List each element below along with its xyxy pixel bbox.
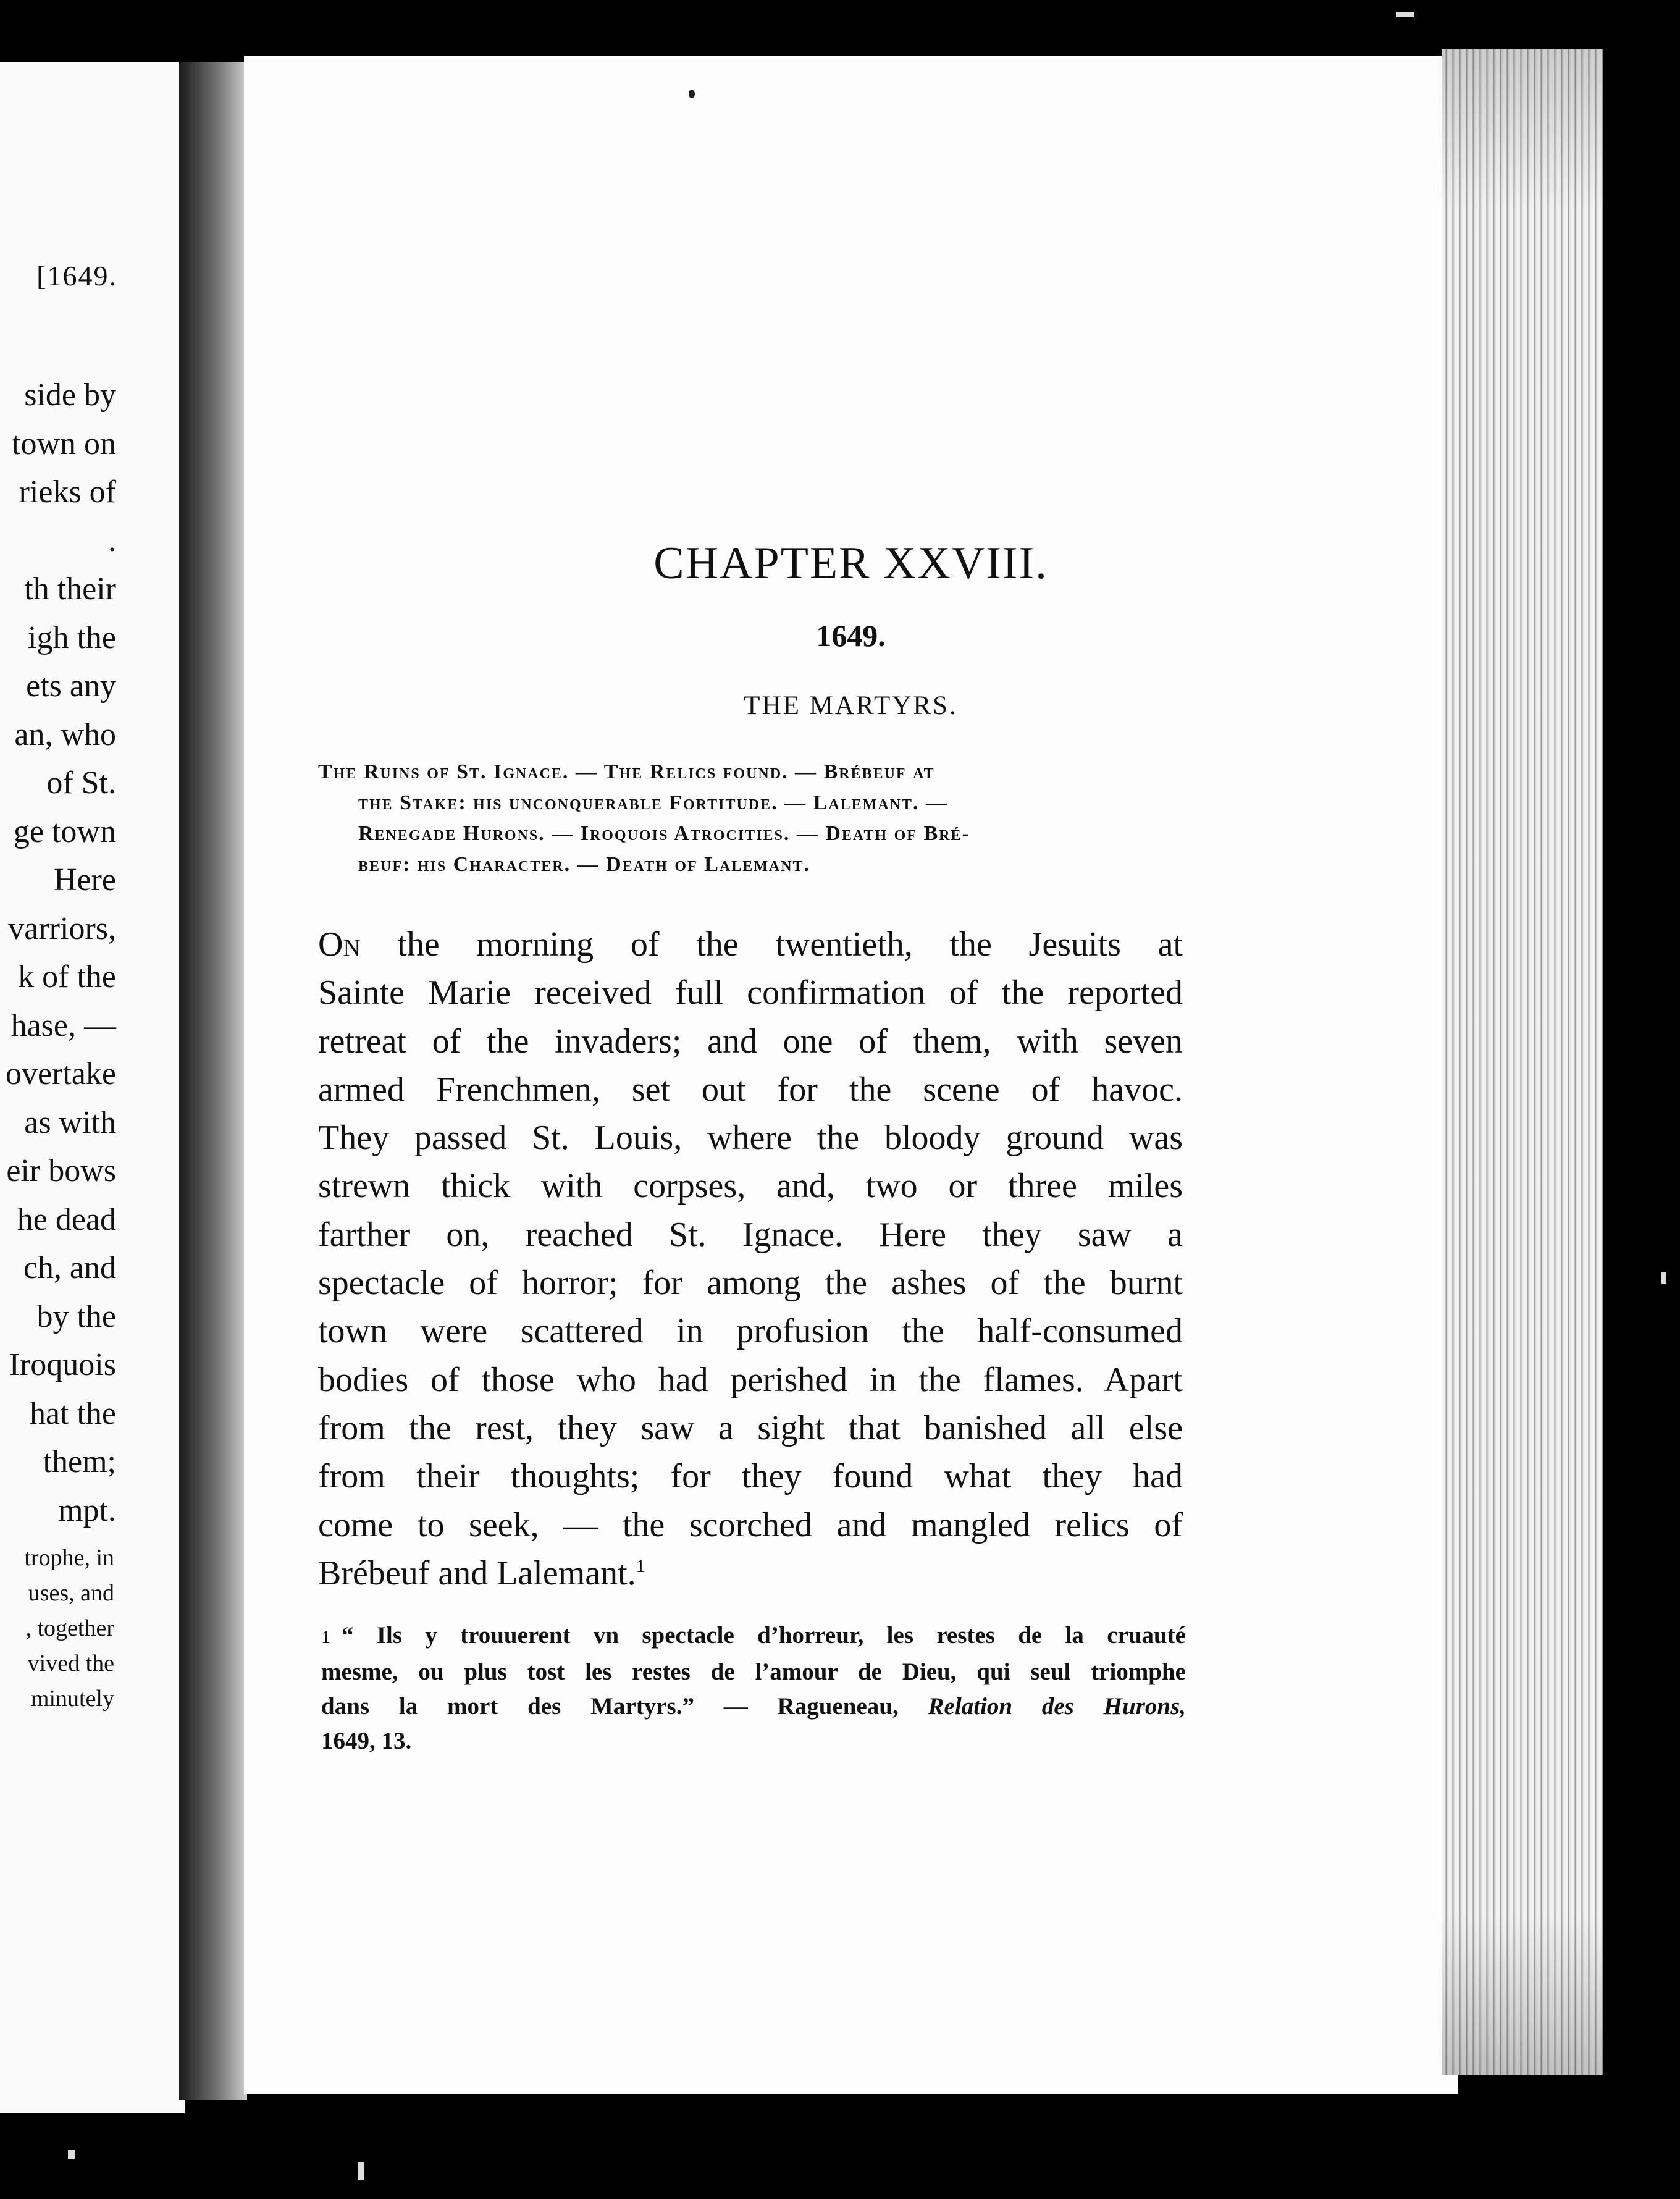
scan-speck <box>68 2150 75 2159</box>
left-line: as with <box>24 1104 116 1140</box>
opening-word: On <box>318 925 361 964</box>
left-page <box>0 62 185 2113</box>
body-line: retreat of the invaders; and one of them, with seven <box>318 1022 1183 1061</box>
body-line-text: the morning of the twentieth, the Jesuits at <box>360 925 1183 964</box>
footnote-italic-title: Relation des Hurons, <box>928 1693 1186 1720</box>
body-line: town were scattered in profusion the half-consumed <box>318 1312 1183 1351</box>
left-line: side by <box>24 377 116 413</box>
chapter-year: 1649. <box>816 618 886 653</box>
body-line: armed Frenchmen, set out for the scene of havoc. <box>318 1070 1183 1109</box>
chapter-subtitle: THE MARTYRS. <box>744 691 958 720</box>
left-note-line: uses, and <box>28 1580 114 1606</box>
ink-speck <box>689 90 695 98</box>
footnote-text: dans la mort des Martyrs.” — Ragueneau, <box>321 1693 928 1720</box>
left-page-footnote <box>24 1544 114 1720</box>
body-line <box>318 920 1183 969</box>
body-line: They passed St. Louis, where the bloody ground was <box>318 1119 1183 1158</box>
left-line: ch, and <box>23 1250 116 1285</box>
body-line <box>318 1549 1183 1597</box>
body-line: from the rest, they saw a sight that banished all else <box>318 1408 1183 1447</box>
left-line: of St. <box>46 765 116 801</box>
left-page-header: [1649. <box>36 260 117 292</box>
footnote-line <box>321 1618 1186 1655</box>
body-line: come to seek, — the scorched and mangled relics of <box>318 1505 1183 1544</box>
left-line: hat the <box>29 1395 116 1431</box>
left-line: Here <box>53 862 116 898</box>
left-note-line: , together <box>25 1615 114 1641</box>
chapter-title: CHAPTER XXVIII. <box>653 538 1048 589</box>
left-line: Iroquois <box>9 1347 116 1382</box>
left-line: th their <box>24 571 116 607</box>
left-line: by the <box>36 1298 116 1334</box>
footnote-line <box>321 1689 1186 1724</box>
left-line: igh the <box>28 620 116 655</box>
book-gutter-shadow <box>179 62 247 2100</box>
footnote <box>321 1618 1186 1759</box>
body-line: bodies of those who had perished in the flames. Apart <box>318 1360 1183 1399</box>
left-line: ets any <box>26 668 116 704</box>
footnote-line: mesme, ou plus tost les restes de l’amour de Dieu, qui seul triomphe <box>321 1659 1186 1685</box>
left-line: them; <box>43 1444 116 1479</box>
summary-line: Renegade Hurons. — Iroquois Atrocities. — Death of Bré- <box>358 822 970 845</box>
footnote-reference[interactable]: 1 <box>636 1555 645 1576</box>
left-note-line: minutely <box>30 1686 114 1712</box>
footnote-line: 1649, 13. <box>321 1728 412 1754</box>
left-line: ge town <box>13 814 116 849</box>
body-line: from their thoughts; for they found what they had <box>318 1457 1183 1496</box>
summary-line: The Ruins of St. Ignace. — The Relics found. — Brébeuf at <box>318 760 935 783</box>
chapter-summary <box>318 757 1183 880</box>
body-line: farther on, reached St. Ignace. Here they saw a <box>318 1215 1183 1254</box>
body-line-text: Brébeuf and Lalemant. <box>318 1554 636 1592</box>
left-note-line: trophe, in <box>24 1545 114 1571</box>
left-line: varriors, <box>8 910 116 946</box>
body-line: strewn thick with corpses, and, two or three miles <box>318 1167 1183 1206</box>
page-edges-shade <box>1442 49 1603 2075</box>
summary-line: beuf: his Character. — Death of Lalemant. <box>358 853 811 876</box>
footnote-text: “ Ils y trouuerent vn spectacle d’horreur, les restes de la cruauté <box>342 1622 1186 1649</box>
left-line: rieks of <box>19 474 116 510</box>
summary-line: the Stake: his unconquerable Fortitude. — Lalemant. — <box>358 791 948 814</box>
body-line: Sainte Marie received full confirmation of the reported <box>318 973 1183 1012</box>
body-line: spectacle of horror; for among the ashes of the burnt <box>318 1264 1183 1303</box>
left-note-line: vived the <box>27 1650 114 1676</box>
scan-speck <box>1661 1272 1666 1284</box>
left-line: town on <box>12 426 116 461</box>
footnote-marker: 1 <box>321 1627 330 1647</box>
left-line: an, who <box>14 717 116 752</box>
scan-speck <box>358 2162 364 2180</box>
left-line: overtake <box>5 1056 116 1091</box>
left-line: eir bows <box>6 1153 116 1188</box>
left-page-body <box>6 377 116 1541</box>
left-line: . <box>108 523 116 558</box>
left-line: mpt. <box>58 1492 116 1528</box>
left-line: k of the <box>18 959 116 994</box>
left-line: he dead <box>17 1201 116 1237</box>
body-paragraph <box>318 920 1183 1597</box>
scan-speck <box>1396 12 1414 17</box>
left-line: hase, — <box>10 1007 116 1043</box>
